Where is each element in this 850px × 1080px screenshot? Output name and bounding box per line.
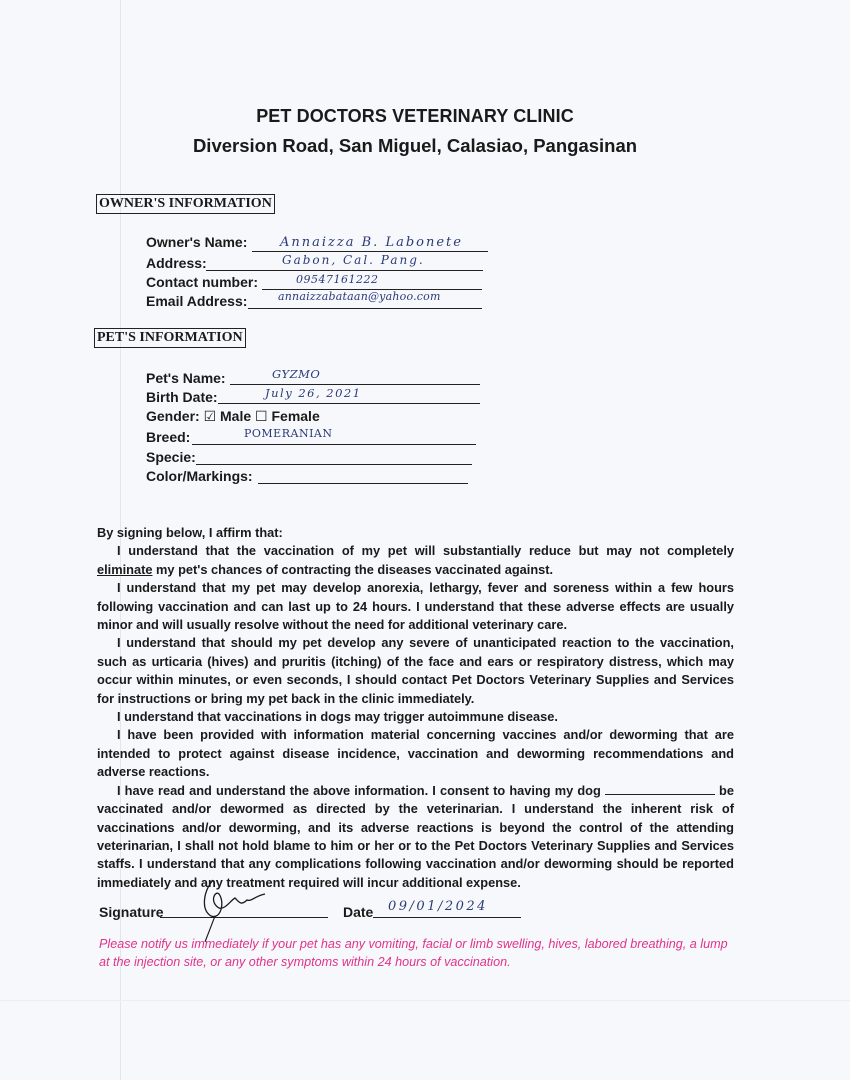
affirmation-paragraph-6: I have read and understand the above information. I consent to having my dog be vaccinated and/or dewormed as directed by the veterinarian. I understand the inherent risk of vaccinations and/or deworming, and its adverse reactions is beyond the control of the attending veterinarian, I shall not hold blame to him or her or to the Pet Doctors Veterinary Supplies and Services staffs. I understand that any complications following vaccination and/or deworming should be reported immediately and any treatment required will incur additional expense. [97,782,734,890]
dog-name-blank [605,782,715,795]
date-label: Date [343,904,374,920]
owner-section-heading: OWNER'S INFORMATION [96,194,275,214]
contact-label: Contact number: [146,274,258,290]
color-markings-line [258,469,468,484]
signature-label: Signature [99,904,164,920]
birth-date-label: Birth Date: [146,389,218,405]
affirmation-paragraph-5: I have been provided with information material concerning vaccines and/or deworming that are intended to protect against disease incidence, vaccination and deworming recommendations and adverse reactions. [97,727,734,780]
clinic-address: Diversion Road, San Miguel, Calasiao, Pangasinan [192,135,638,156]
email-value: annaizzabataan@yahoo.com [278,290,441,303]
affirmation-paragraph-4: I understand that vaccinations in dogs may trigger autoimmune disease. [117,709,558,725]
scan-artifact-line [0,1000,850,1001]
pet-name-line [230,370,480,385]
date-value: 09/01/2024 [388,899,488,914]
signature-scribble-icon [195,872,275,944]
contact-value: 09547161222 [296,273,379,286]
affirmation-paragraph-1: I understand that the vaccination of my pet will substantially reduce but may not completely eliminate my pet's chances of contracting the diseases vaccinated against. [97,543,734,577]
address-label: Address: [146,255,207,271]
birth-date-value: July 26, 2021 [265,386,362,400]
email-label: Email Address: [146,293,248,309]
color-markings-label: Color/Markings: [146,468,253,484]
affirmation-text [97,524,734,892]
owner-name-label: Owner's Name: [146,234,248,250]
clinic-name: PET DOCTORS VETERINARY CLINIC [256,106,574,126]
specie-line [196,450,472,465]
gender-row [146,408,320,425]
owner-name-value: Annaizza B. Labonete [280,235,463,250]
breed-value: POMERANIAN [244,427,333,440]
affirmation-paragraph-2: I understand that my pet may develop anorexia, lethargy, fever and soreness within a few hours following vaccination and can last up to 24 hours. I understand that these adverse effects are usually minor and will usually resolve without the need for additional veterinary care. [97,580,734,633]
pet-name-value: GYZMO [272,367,321,381]
affirmation-paragraph-3: I understand that should my pet develop any severe of unanticipated reaction to the vaccination, such as urticaria (hives) and pruritis (itching) of the face and ears or respiratory distress, which may occur within minutes, or even seconds, I should contact Pet Doctors Veterinary Supplies and Services for instructions or bring my pet back in the clinic immediately. [97,635,734,706]
gender-label: Gender: [146,408,200,424]
gender-female-checkbox[interactable]: ☐ Female [255,408,320,424]
specie-label: Specie: [146,449,196,465]
affirmation-intro: By signing below, I affirm that: [97,525,283,540]
pet-name-label: Pet's Name: [146,370,226,386]
underlined-word: eliminate [97,561,153,577]
breed-label: Breed: [146,429,191,445]
address-value: Gabon, Cal. Pang. [282,253,425,267]
post-vaccination-notice: Please notify us immediately if your pet has any vomiting, facial or limb swelling, hives, labored breathing, a lump at the injection site, or any other symptoms within 24 hours of vaccination. [99,937,728,969]
breed-line [192,430,476,445]
gender-male-checkbox[interactable]: ☑ Male [203,408,252,424]
pet-section-heading: PET'S INFORMATION [94,328,246,348]
